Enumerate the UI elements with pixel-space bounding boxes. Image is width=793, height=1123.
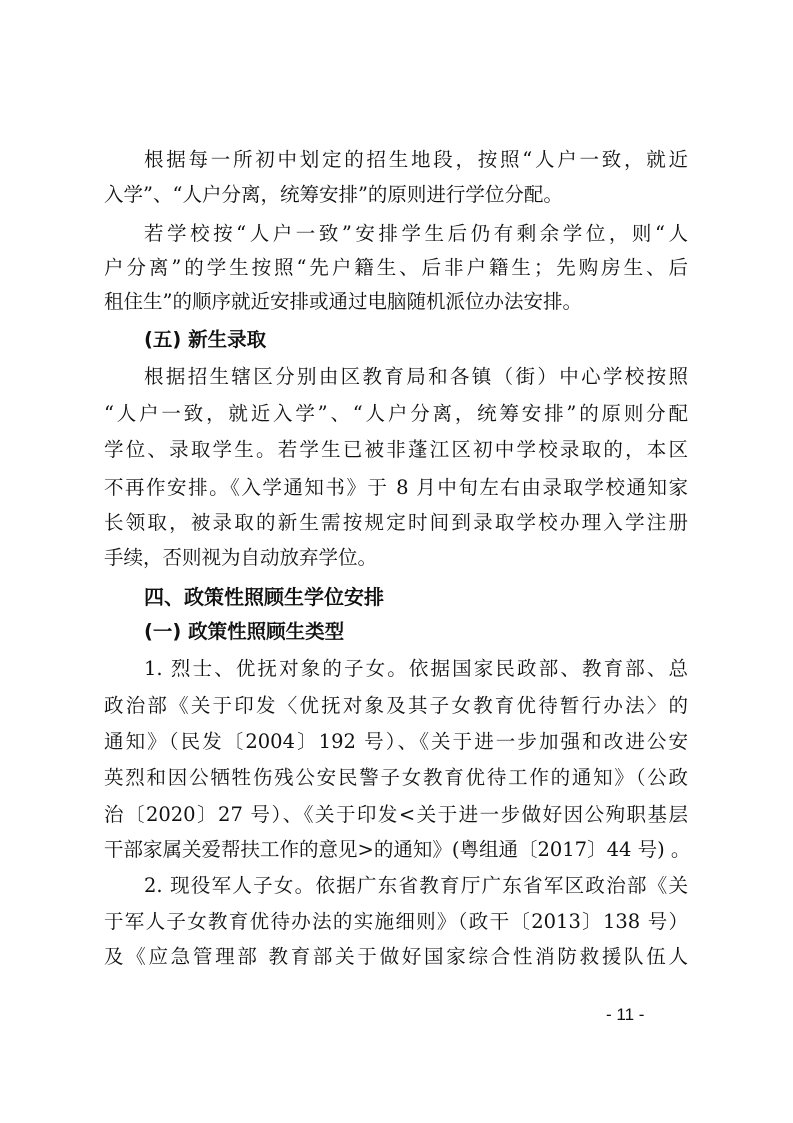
text-line: 治〔2020〕27 号）、《关于印发<关于进一步做好因公殉职基层: [104, 803, 688, 826]
chapter-heading: 四、政策性照顾生学位安排: [144, 585, 384, 609]
text-line: 根据招生辖区分别由区教育局和各镇（街）中心学校按照: [144, 365, 688, 388]
text-line: 学位、录取学生。若学生已被非蓬江区初中学校录取的，本区: [104, 438, 688, 461]
text-line: 若学校按“人户一致”安排学生后仍有剩余学位，则“人: [144, 222, 688, 245]
text-line: 1. 烈士、优抚对象的子女。依据国家民政部、教育部、总: [144, 657, 688, 680]
section-heading: (五) 新生录取: [144, 328, 267, 351]
text-line: 及《应急管理部 教育部关于做好国家综合性消防救援队伍人: [104, 945, 688, 968]
text-line: “人户一致，就近入学”、“人户分离，统筹安排”的原则分配: [104, 402, 688, 425]
text-line: 手续，否则视为自动放弃学位。: [104, 546, 378, 569]
text-line: 根据每一所初中划定的招生地段，按照“人户一致，就近: [144, 148, 688, 171]
text-line: 户分离”的学生按照“先户籍生、后非户籍生；先购房生、后: [104, 256, 688, 279]
text-line: 长领取，被录取的新生需按规定时间到录取学校办理入学注册: [104, 511, 688, 534]
text-line: 于军人子女教育优待办法的实施细则》（政干〔2013〕138 号）: [104, 910, 688, 933]
text-line: 2. 现役军人子女。依据广东省教育厅广东省军区政治部《关: [144, 874, 688, 897]
text-line: 通知》（民发〔2004〕192 号）、《关于进一步加强和改进公安: [104, 730, 688, 753]
text-line: 入学”、“人户分离，统筹安排”的原则进行学位分配。: [104, 183, 563, 206]
page-number: - 11 -: [606, 1005, 645, 1024]
text-line: 不再作安排。《入学通知书》于 8 月中旬左右由录取学校通知家: [104, 476, 688, 499]
text-line: 英烈和因公牺牲伤残公安民警子女教育优待工作的通知》（公政: [104, 766, 688, 789]
text-line: 干部家属关爱帮扶工作的意见>的通知》(粤组通〔2017〕44 号) 。: [104, 838, 691, 861]
text-line: 政治部《关于印发〈优抚对象及其子女教育优待暂行办法〉的: [104, 694, 688, 717]
section-heading: (一) 政策性照顾生类型: [144, 620, 345, 643]
text-line: 租住生”的顺序就近安排或通过电脑随机派位办法安排。: [104, 290, 582, 313]
